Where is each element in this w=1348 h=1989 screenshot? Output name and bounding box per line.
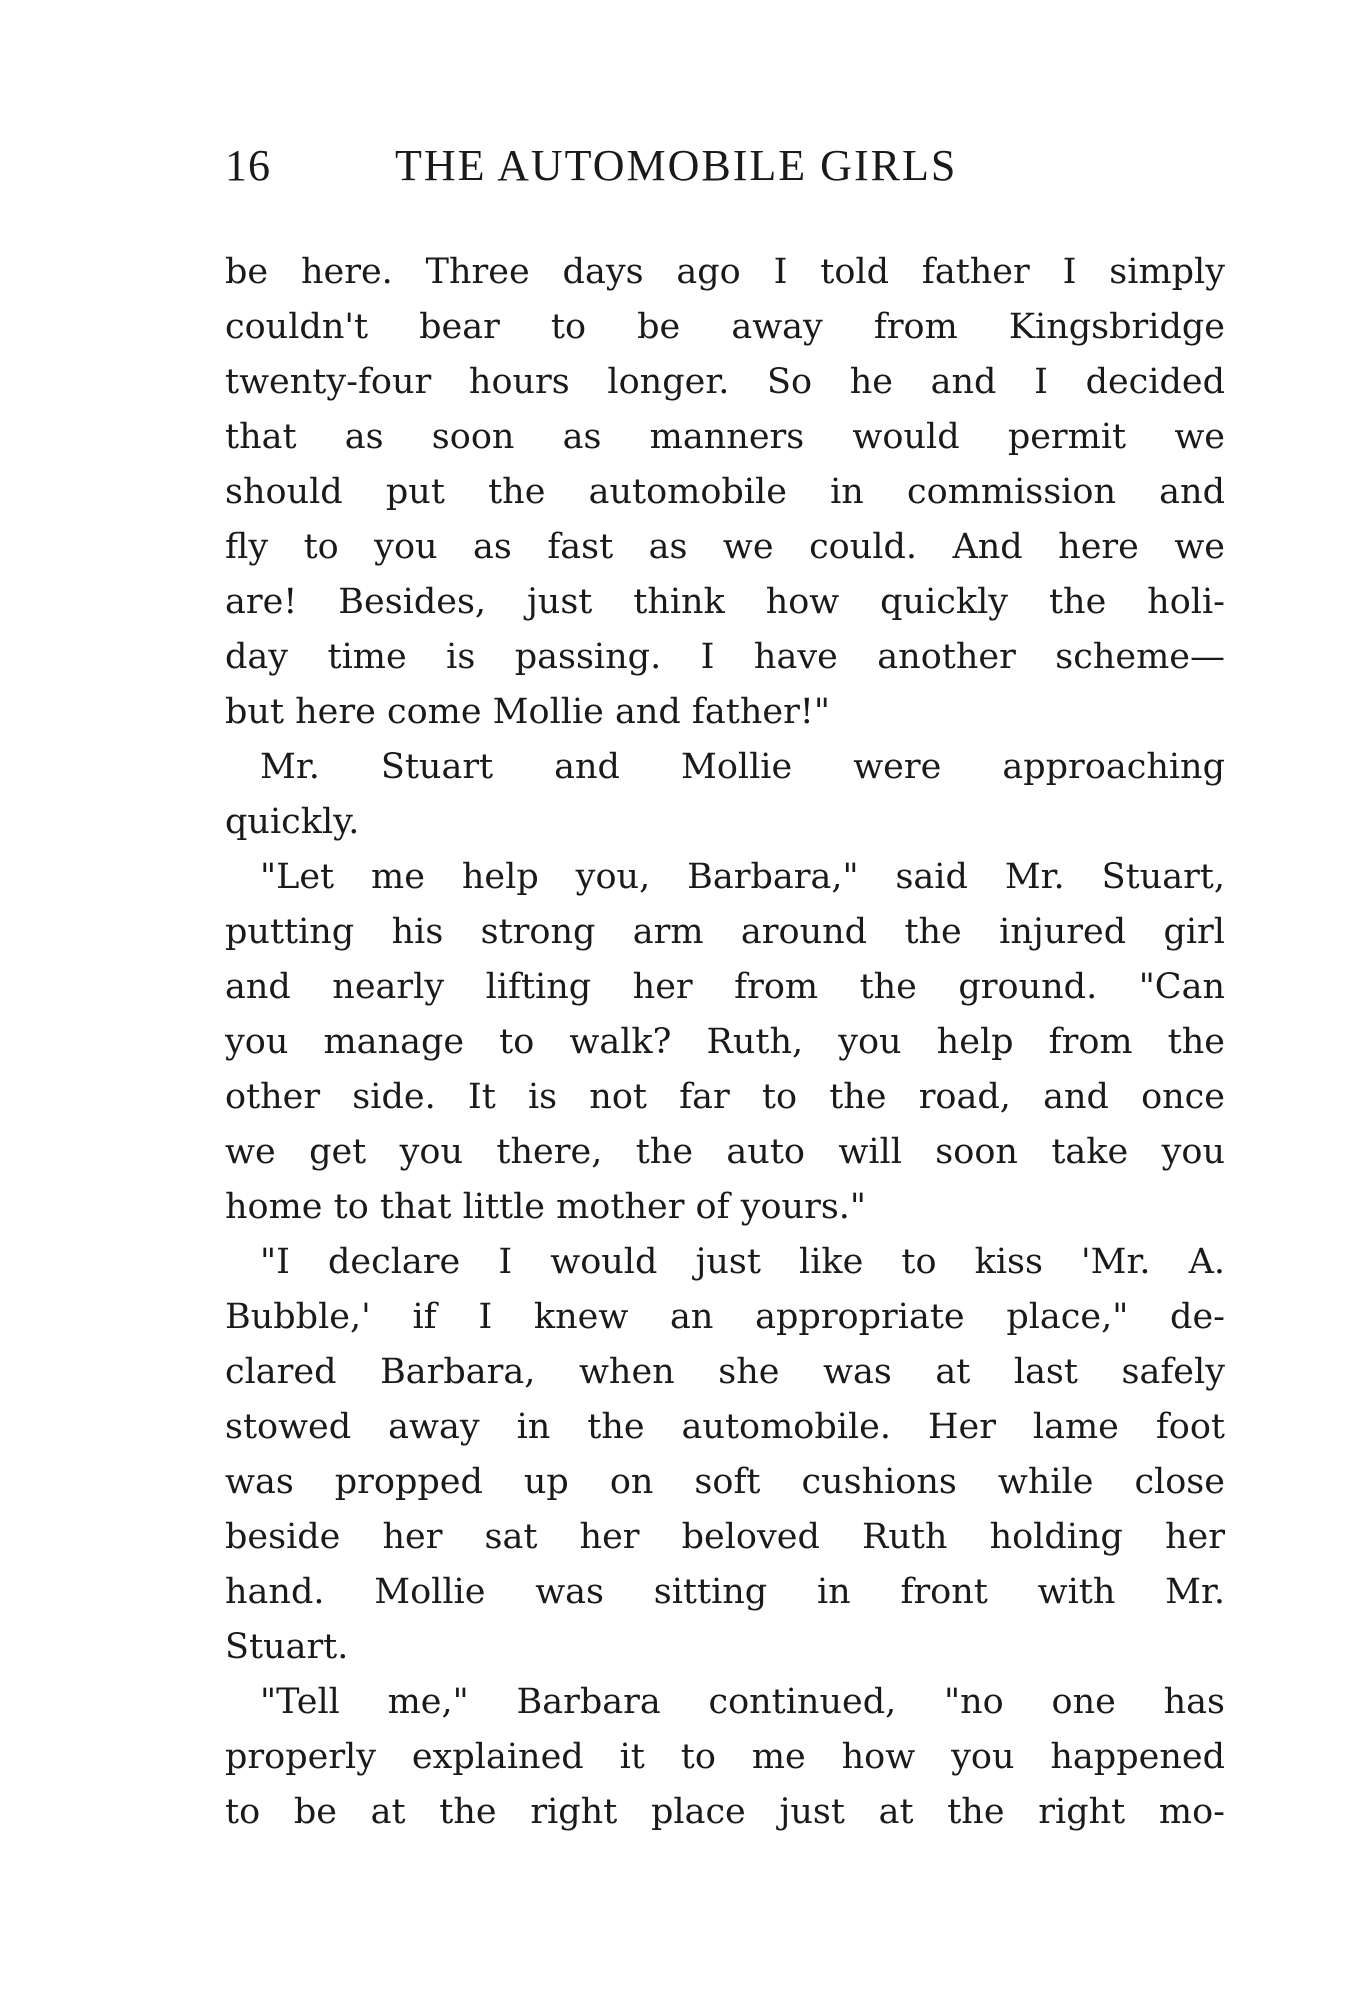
text-line: fly to you as fast as we could. And here we: [225, 527, 1225, 567]
text-line: putting his strong arm around the injured girl: [225, 912, 1225, 952]
body-text: [225, 245, 1225, 1840]
text-line: you manage to walk? Ruth, you help from the: [225, 1022, 1225, 1062]
text-line: to be at the right place just at the right mo-: [225, 1792, 1225, 1832]
text-line: we get you there, the auto will soon take you: [225, 1132, 1225, 1172]
text-line: but here come Mollie and father!": [225, 692, 830, 732]
text-line: stowed away in the automobile. Her lame foot: [225, 1407, 1225, 1447]
text-line: properly explained it to me how you happened: [225, 1737, 1225, 1777]
running-title: THE AUTOMOBILE GIRLS: [395, 141, 958, 190]
text-line: beside her sat her beloved Ruth holding her: [225, 1517, 1225, 1557]
text-line: should put the automobile in commission and: [225, 472, 1225, 512]
text-line: Bubble,' if I knew an appropriate place," de-: [225, 1297, 1225, 1337]
text-line: Mr. Stuart and Mollie were approaching: [260, 747, 1225, 787]
text-line: quickly.: [225, 802, 360, 842]
text-line: be here. Three days ago I told father I simply: [225, 252, 1225, 292]
text-line: "Let me help you, Barbara," said Mr. Stuart,: [260, 857, 1225, 897]
text-line: couldn't bear to be away from Kingsbridge: [225, 307, 1225, 347]
text-line: home to that little mother of yours.": [225, 1187, 867, 1227]
text-line: hand. Mollie was sitting in front with Mr.: [225, 1572, 1225, 1612]
text-line: was propped up on soft cushions while close: [225, 1462, 1225, 1502]
page-number: 16: [225, 141, 271, 190]
text-line: twenty-four hours longer. So he and I decided: [225, 362, 1225, 402]
text-line: clared Barbara, when she was at last safely: [225, 1352, 1225, 1392]
text-line: "I declare I would just like to kiss 'Mr. A.: [260, 1242, 1225, 1282]
text-line: day time is passing. I have another scheme—: [225, 637, 1225, 677]
text-line: and nearly lifting her from the ground. "Can: [225, 967, 1225, 1007]
text-line: other side. It is not far to the road, and once: [225, 1077, 1225, 1117]
text-line: are! Besides, just think how quickly the holi-: [225, 582, 1225, 622]
text-line: Stuart.: [225, 1627, 349, 1667]
text-line: "Tell me," Barbara continued, "no one has: [260, 1682, 1225, 1722]
text-line: that as soon as manners would permit we: [225, 417, 1225, 457]
